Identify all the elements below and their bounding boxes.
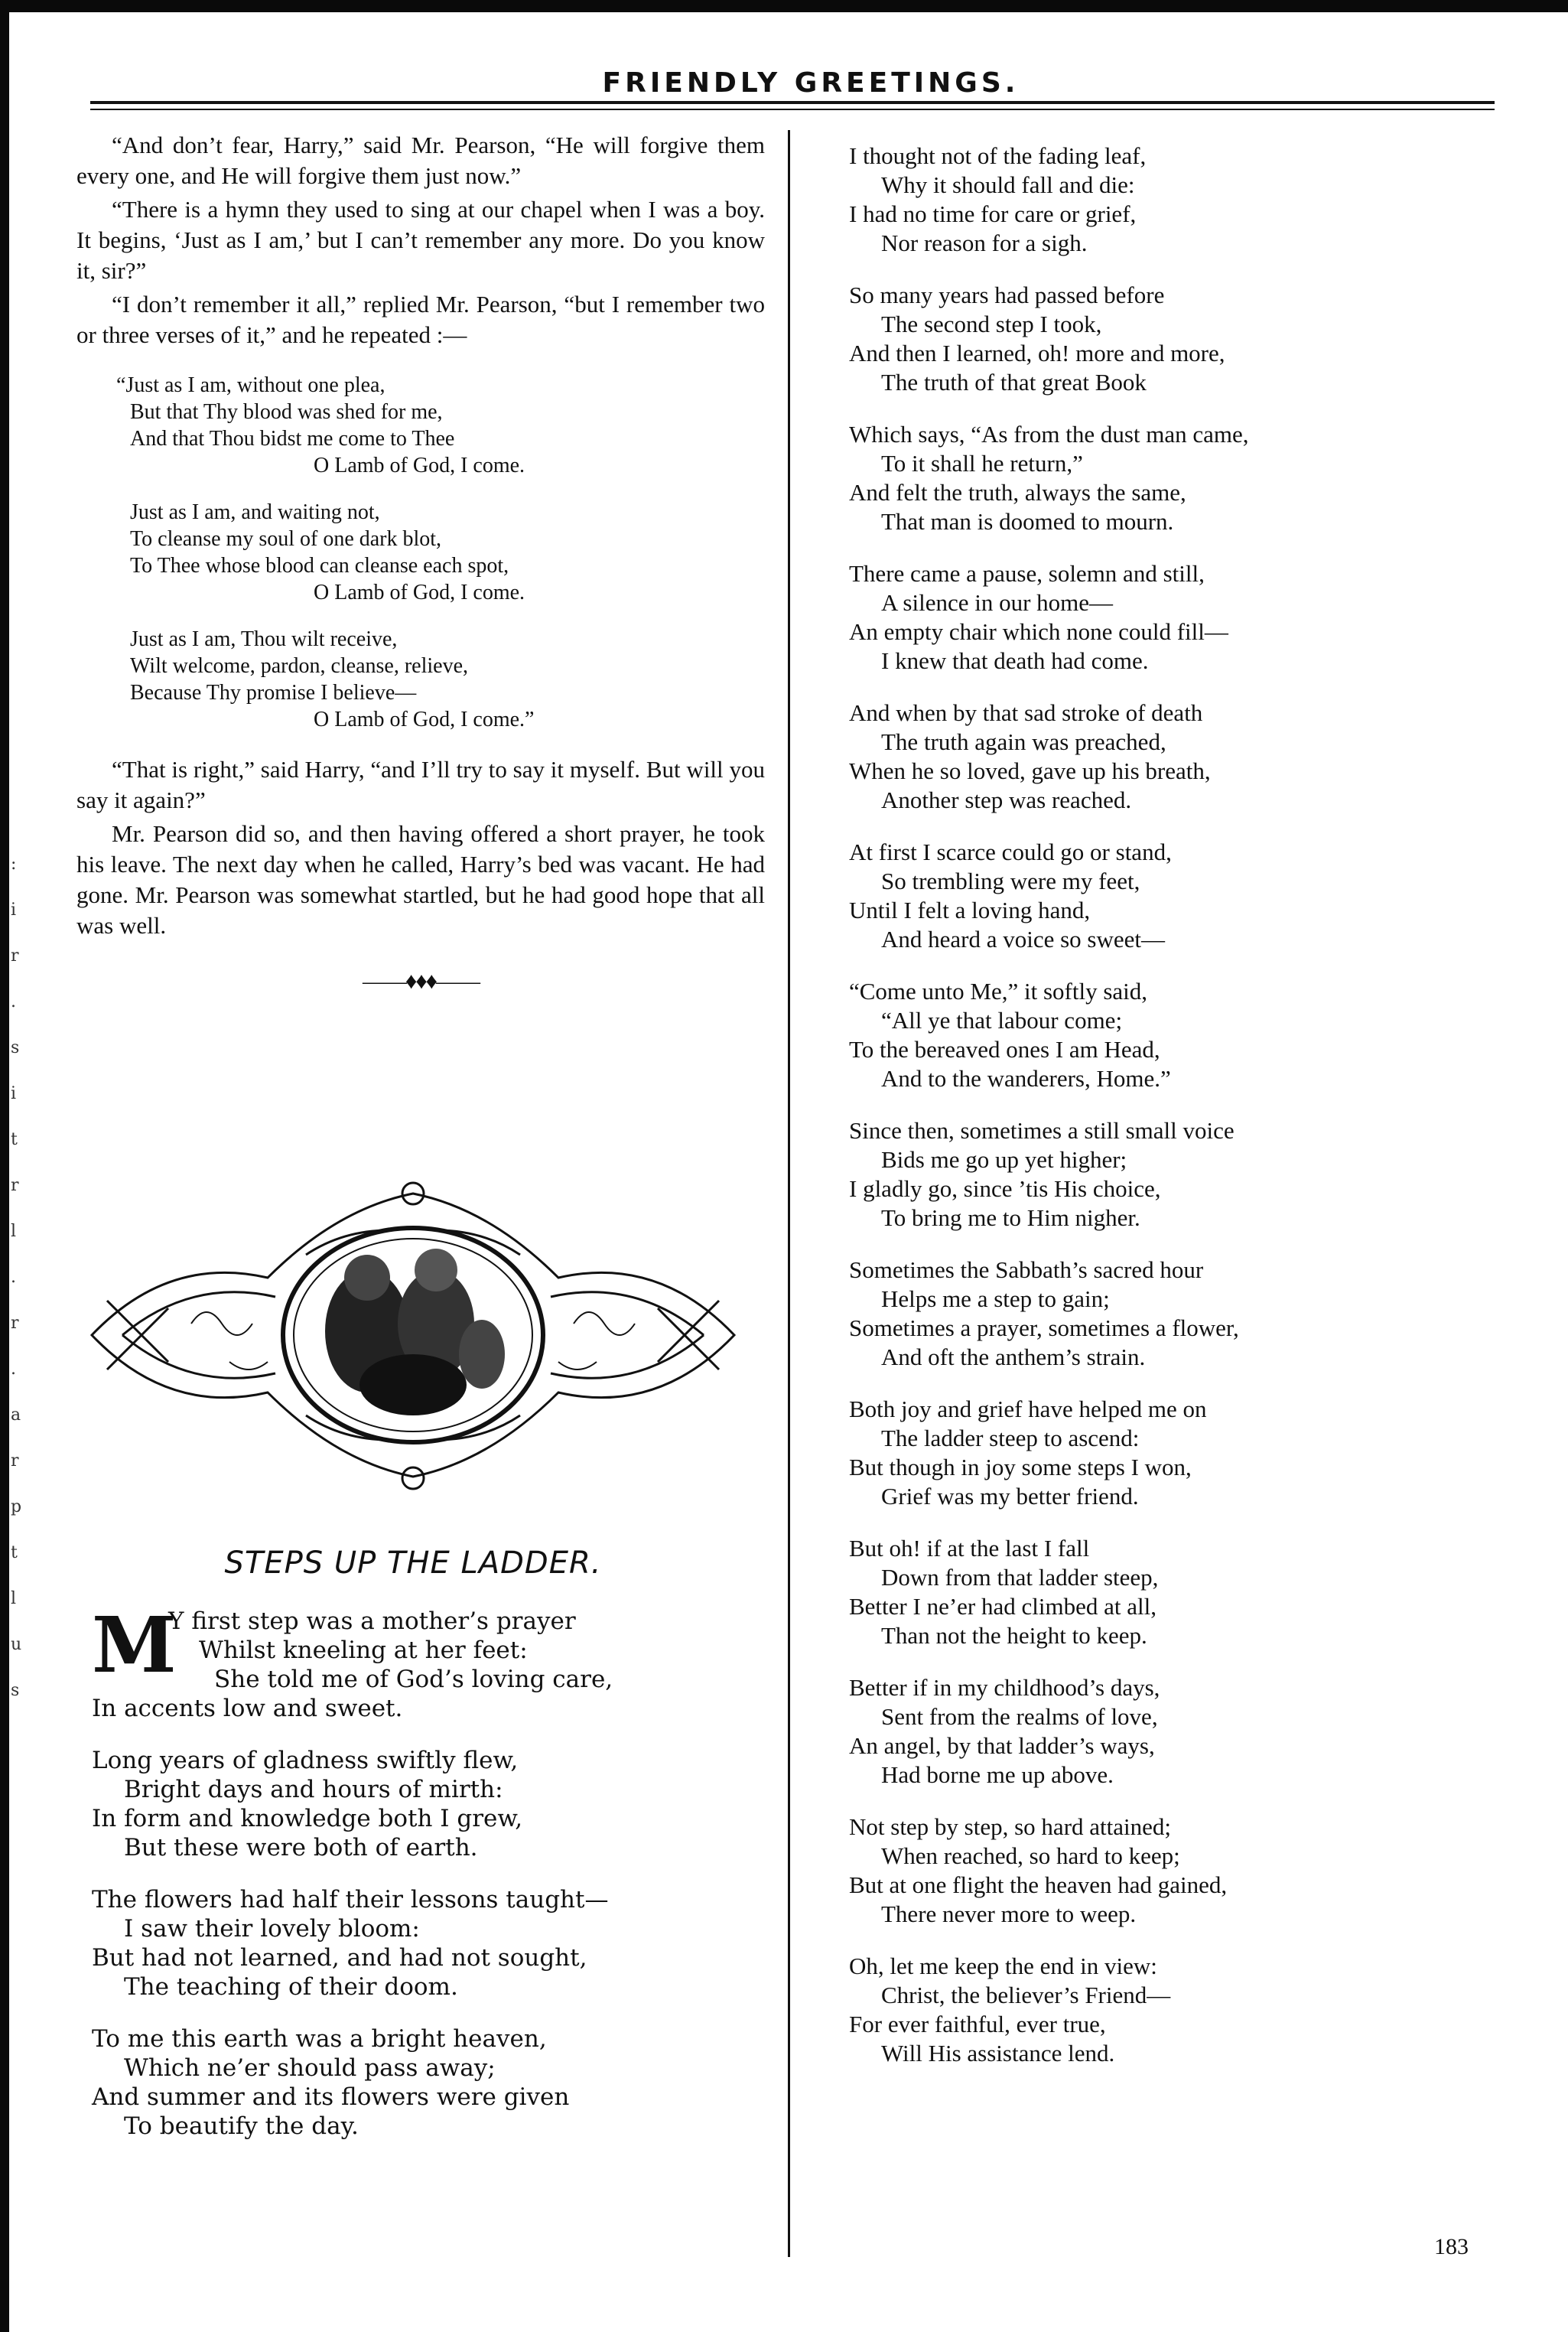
poem-stanza [92,1746,750,1862]
poem-line: Which ne’er should pass away; [124,2054,496,2082]
poem-line: Since then, sometimes a still small voice [849,1117,1235,1144]
hymn-stanza [116,499,765,606]
poem-line: Y first step was a mother’s prayer [168,1607,576,1635]
poem-line: To bring me to Him nigher. [881,1204,1140,1231]
poem-line: Will His assistance lend. [881,2040,1115,2067]
poem-line: Than not the height to keep. [881,1622,1147,1649]
poem-line: There never more to weep. [881,1900,1137,1927]
poem-line: Why it should fall and die: [881,171,1135,198]
poem-line: And summer and its flowers were given [92,2083,570,2111]
poem-line: But these were both of earth. [124,1834,478,1861]
poem-stanza [849,1534,1499,1650]
ornamental-divider: ——♦♦♦—— [363,969,479,994]
poem-line: And when by that sad stroke of death [849,699,1203,726]
poem-line: Nor reason for a sigh. [881,230,1088,256]
poem-line: In accents low and sweet. [92,1695,403,1722]
poem-line: Sometimes a prayer, sometimes a flower, [849,1314,1239,1341]
paragraph: “That is right,” said Harry, “and I’ll try to say it myself. But will you say it again?” [76,756,765,813]
poem-line: For ever faithful, ever true, [849,2011,1106,2037]
poem-line: In form and knowledge both I grew, [92,1805,523,1832]
poem-line: Bids me go up yet higher; [881,1146,1127,1173]
poem-line: The teaching of their doom. [124,1973,458,2001]
poem-line: And heard a voice so sweet— [881,926,1166,953]
poem-right-column [849,142,1499,2091]
poem-stanza [849,1673,1499,1790]
poem-line: But though in joy some steps I won, [849,1454,1192,1480]
poem-line: Christ, the believer’s Friend— [881,1982,1171,2008]
hymn-quotation [116,372,765,733]
poem-line: Better if in my childhood’s days, [849,1674,1160,1701]
poem-line: So trembling were my feet, [881,868,1140,894]
hymn-line: Because Thy promise I believe— [130,681,417,705]
engraved-vignette-illustration [76,1163,750,1507]
poem-line: Until I felt a loving hand, [849,897,1091,923]
poem-line: That man is doomed to mourn. [881,508,1174,535]
poem-line: The truth of that great Book [881,369,1147,396]
poem-line: I saw their lovely bloom: [124,1915,420,1943]
hymn-line: Wilt welcome, pardon, cleanse, relieve, [130,654,469,678]
poem-line: Bright days and hours of mirth: [124,1776,503,1803]
poem-line: “All ye that labour come; [881,1007,1123,1034]
poem-line: I gladly go, since ’tis His choice, [849,1175,1161,1202]
poem-title: STEPS UP THE LADDER. [224,1545,602,1581]
poem-stanza [849,699,1499,815]
paragraph: “And don’t fear, Harry,” said Mr. Pearson, “He will forgive them every one, and He will forgive them just now.” [76,132,765,189]
poem-stanza [849,281,1499,397]
poem-line: Whilst kneeling at her feet: [199,1637,528,1664]
poem-line: But had not learned, and had not sought, [92,1944,587,1972]
paragraph: Mr. Pearson did so, and then having offered a short prayer, he took his leave. The next day when he called, Harry’s bed was vacant. He had gone. Mr. Pearson was somewhat startled, but he had good hope that all was well. [76,820,765,939]
poem-line: Grief was my better friend. [881,1483,1139,1510]
header-rule-thin [90,109,1495,110]
poem-line: There came a pause, solemn and still, [849,560,1205,587]
poem-stanza [849,1952,1499,2068]
poem-line: Had borne me up above. [881,1761,1114,1788]
poem-line: An empty chair which none could fill— [849,618,1228,645]
poem-line: And oft the anthem’s strain. [881,1344,1146,1370]
poem-stanza [849,559,1499,676]
poem-line: The second step I took, [881,311,1102,337]
hymn-line: To cleanse my soul of one dark blot, [130,527,442,551]
poem-line: To beautify the day. [124,2112,359,2140]
margin-fragments: : i r . s i t r l . r . a r p t l u s [11,855,22,1700]
poem-line: I knew that death had come. [881,647,1149,674]
column-divider [788,130,790,2257]
poem-stanza [849,1116,1499,1233]
poem-left-column [92,1600,750,2164]
hymn-refrain: O Lamb of God, I come.” [314,708,535,731]
poem-stanza [849,977,1499,1093]
poem-stanza [849,1256,1499,1372]
poem-line: Helps me a step to gain; [881,1285,1110,1312]
hymn-refrain: O Lamb of God, I come. [314,454,525,477]
poem-line: And to the wanderers, Home.” [881,1065,1171,1092]
poem-line: At first I scarce could go or stand, [849,839,1172,865]
poem-stanza [92,1885,750,2001]
poem-line: When he so loved, gave up his breath, [849,757,1211,784]
poem-line: Better I ne’er had climbed at all, [849,1593,1156,1620]
poem-line: The ladder steep to ascend: [881,1425,1140,1451]
hymn-line: To Thee whose blood can cleanse each spot, [130,554,509,578]
poem-line: But at one flight the heaven had gained, [849,1871,1228,1898]
poem-stanza [849,1813,1499,1929]
hymn-line: But that Thy blood was shed for me, [130,400,443,424]
poem-line: “Come unto Me,” it softly said, [849,978,1148,1005]
poem-line: Sometimes the Sabbath’s sacred hour [849,1256,1204,1283]
poem-line: The flowers had half their lessons taught— [92,1886,609,1913]
poem-stanza [92,2024,750,2141]
poem-line: Down from that ladder steep, [881,1564,1159,1591]
poem-line: Another step was reached. [881,787,1132,813]
hymn-line: Just as I am, and waiting not, [130,500,380,524]
poem-stanza [849,838,1499,954]
poem-line: Long years of gladness swiftly flew, [92,1747,519,1774]
left-column [76,130,765,1002]
poem-line: To me this earth was a bright heaven, [92,2025,547,2053]
poem-line: Which says, “As from the dust man came, [849,421,1249,448]
poem-line: A silence in our home— [881,589,1114,616]
hymn-stanza [116,372,765,479]
header-rule-thick [90,101,1495,104]
poem-line: Oh, let me keep the end in view: [849,1953,1157,1979]
poem-line: To the bereaved ones I am Head, [849,1036,1160,1063]
paragraph: “There is a hymn they used to sing at our chapel when I was a boy. It begins, ‘Just as I am,’ but I can’t remember any more. Do you know it, sir?” [76,196,765,284]
poem-stanza [849,142,1499,258]
poem-line: When reached, so hard to keep; [881,1842,1180,1869]
poem-line: So many years had passed before [849,282,1165,308]
poem-line: And felt the truth, always the same, [849,479,1186,506]
hymn-line: “Just as I am, without one plea, [116,373,385,397]
drop-cap: M [92,1600,177,1690]
poem-line: The truth again was preached, [881,728,1166,755]
hymn-line: Just as I am, Thou wilt receive, [130,627,398,651]
poem-line: She told me of God’s loving care, [214,1666,613,1693]
story-text-top [76,130,765,350]
page-number: 183 [1434,2234,1469,2259]
story-text-bottom [76,754,765,941]
poem-stanza [849,420,1499,536]
poem-line: Not step by step, so hard attained; [849,1813,1171,1840]
poem-stanza [849,1395,1499,1511]
poem-line: I thought not of the fading leaf, [849,142,1147,169]
hymn-stanza [116,626,765,733]
poem-stanza [92,1600,750,1723]
poem-line: An angel, by that ladder’s ways, [849,1732,1155,1759]
poem-line: Both joy and grief have helped me on [849,1396,1207,1422]
poem-line: Sent from the realms of love, [881,1703,1158,1730]
running-header: FRIENDLY GREETINGS. [602,67,1020,99]
poem-line: To it shall he return,” [881,450,1083,477]
poem-line: But oh! if at the last I fall [849,1535,1090,1562]
poem-line: I had no time for care or grief, [849,200,1137,227]
paragraph: “I don’t remember it all,” replied Mr. Pearson, “but I remember two or three verses of it,” and he repeated :— [76,291,765,348]
scan-top-border [0,0,1568,12]
poem-line: And then I learned, oh! more and more, [849,340,1225,366]
hymn-refrain: O Lamb of God, I come. [314,581,525,604]
hymn-line: And that Thou bidst me come to Thee [130,427,455,451]
scan-left-border [0,0,9,2332]
